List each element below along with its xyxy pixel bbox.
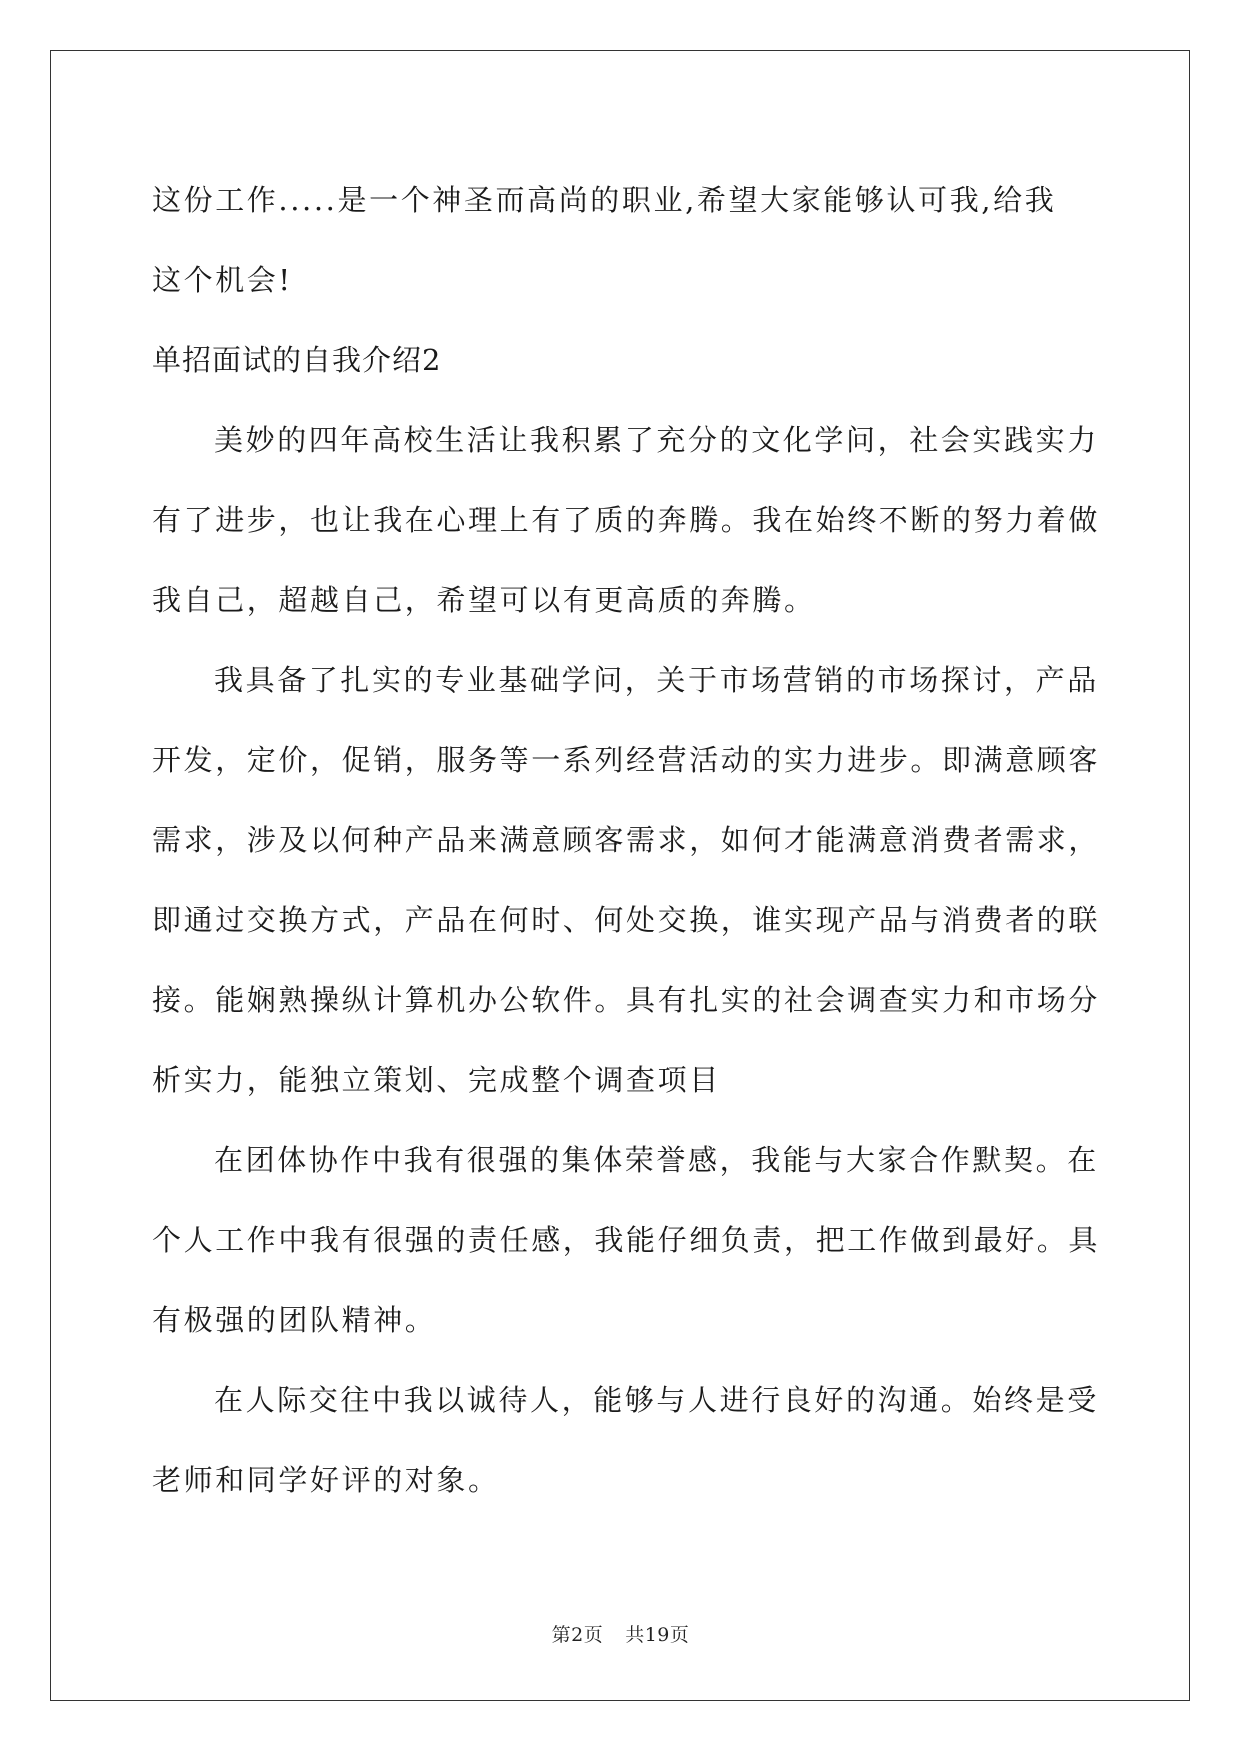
- text-line: 析实力，能独立策划、完成整个调查项目: [152, 1063, 721, 1097]
- paragraph-first-line: 在人际交往中我以诚待人，能够与人进行良好的沟通。始终是受: [214, 1383, 1099, 1417]
- text-line: 开发，定价，促销，服务等一系列经营活动的实力进步。即满意顾客: [152, 743, 1101, 777]
- text-line: 老师和同学好评的对象。: [152, 1463, 500, 1497]
- text-line: 有了进步，也让我在心理上有了质的奔腾。我在始终不断的努力着做: [152, 503, 1101, 537]
- text-line: 这份工作.....是一个神圣而高尚的职业,希望大家能够认可我,给我: [152, 183, 1057, 217]
- paragraph-first-line: 在团体协作中我有很强的集体荣誉感，我能与大家合作默契。在: [214, 1143, 1099, 1177]
- text-line: 接。能娴熟操纵计算机办公软件。具有扎实的社会调查实力和市场分: [152, 983, 1101, 1017]
- text-line: 我自己，超越自己，希望可以有更高质的奔腾。: [152, 583, 816, 617]
- page-total: 共19页: [625, 1624, 690, 1646]
- document-body: [152, 160, 1101, 1520]
- paragraph-first-line: 美妙的四年高校生活让我积累了充分的文化学问，社会实践实力: [214, 423, 1099, 457]
- section-heading: 单招面试的自我介绍2: [152, 343, 442, 377]
- text-line: 需求，涉及以何种产品来满意顾客需求，如何才能满意消费者需求，: [152, 823, 1101, 857]
- text-line: 这个机会!: [152, 263, 293, 297]
- paragraph-first-line: 我具备了扎实的专业基础学问，关于市场营销的市场探讨，产品: [214, 663, 1099, 697]
- page-footer: [0, 1620, 1241, 1647]
- text-line: 有极强的团队精神。: [152, 1303, 437, 1337]
- page-number: 第2页: [551, 1624, 604, 1646]
- text-line: 个人工作中我有很强的责任感，我能仔细负责，把工作做到最好。具: [152, 1223, 1101, 1257]
- text-line: 即通过交换方式，产品在何时、何处交换，谁实现产品与消费者的联: [152, 903, 1101, 937]
